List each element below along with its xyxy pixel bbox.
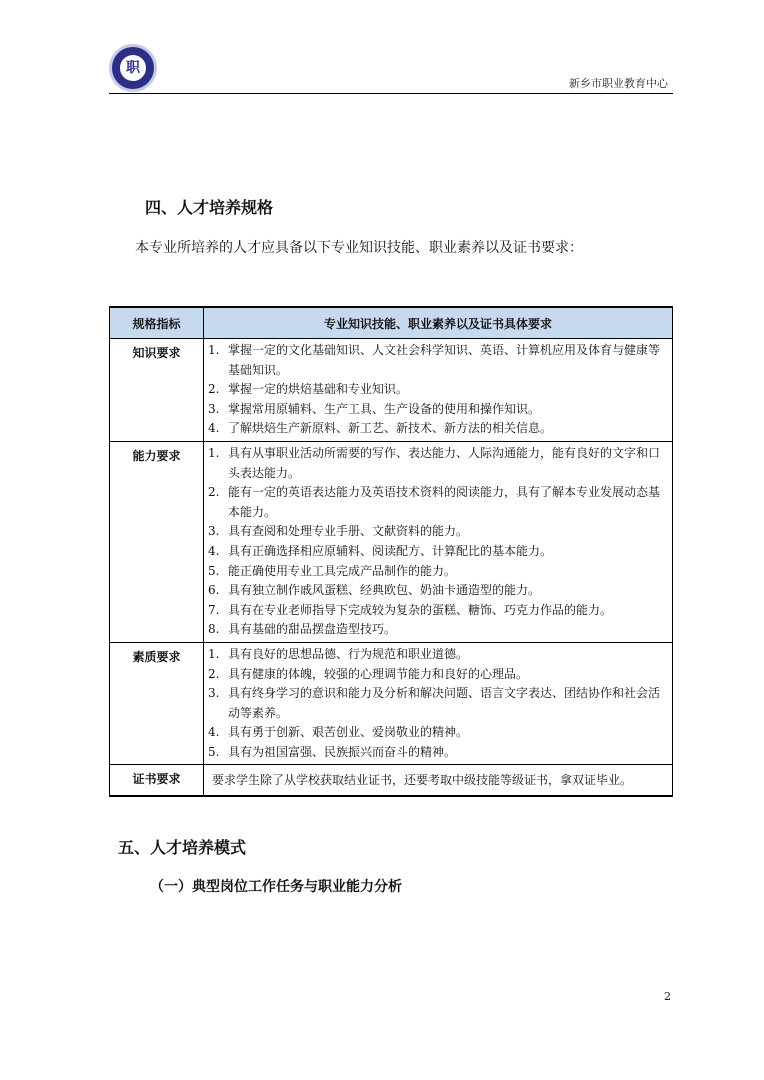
table-row-ability xyxy=(110,441,673,642)
list-item: 5. 能正确使用专业工具完成产品制作的能力。 xyxy=(208,563,457,578)
category-knowledge: 知识要求 xyxy=(110,339,204,442)
list-item: 3. 掌握常用原辅料、生产工具、生产设备的使用和操作知识。 xyxy=(208,401,541,416)
list-item: 2. 能有一定的英语表达能力及英语技术资料的阅读能力，具有了解本专业发展动态基本能力。 xyxy=(208,485,661,519)
list-item: 1. 具有良好的思想品德、行为规范和职业道德。 xyxy=(208,646,469,661)
section-4-intro: 本专业所培养的人才应具备以下专业知识技能、职业素养以及证书要求： xyxy=(135,240,583,256)
category-quality: 素质要求 xyxy=(110,642,204,765)
list-item: 3. 具有查阅和处理专业手册、文献资料的能力。 xyxy=(208,524,469,539)
page-number: 2 xyxy=(664,990,671,1003)
list-item: 2. 具有健康的体魄，较强的心理调节能力和良好的心理品。 xyxy=(208,666,529,681)
spec-table xyxy=(109,306,673,797)
list-item: 4. 具有正确选择相应原辅料、阅读配方、计算配比的基本能力。 xyxy=(208,543,553,558)
category-certificate: 证书要求 xyxy=(110,765,204,797)
certificate-requirement: 要求学生除了从学校获取结业证书，还要考取中级技能等级证书，拿双证毕业。 xyxy=(204,765,673,797)
section-4-heading: 四、人才培养规格 xyxy=(145,198,274,217)
table-row-knowledge xyxy=(110,339,673,442)
table-row-certificate xyxy=(110,765,673,797)
list-item: 1. 掌握一定的文化基础知识、人文社会科学知识、英语、计算机应用及体育与健康等基础知识。 xyxy=(208,343,661,377)
org-name: 新乡市职业教育中心 xyxy=(569,77,668,90)
section-5-subheading: （一）典型岗位工作任务与职业能力分析 xyxy=(150,879,402,895)
list-item: 7. 具有在专业老师指导下完成较为复杂的蛋糕、糖饰、巧克力作品的能力。 xyxy=(208,602,613,617)
ability-requirements xyxy=(204,441,673,642)
header-divider xyxy=(109,93,673,94)
list-item: 8. 具有基础的甜品摆盘造型技巧。 xyxy=(208,622,397,637)
logo-emblem: 职 xyxy=(118,53,148,83)
list-item: 4. 了解烘焙生产新原料、新工艺、新技术、新方法的相关信息。 xyxy=(208,421,553,436)
quality-requirements xyxy=(204,642,673,765)
section-5-heading: 五、人才培养模式 xyxy=(118,838,247,857)
table-row-quality xyxy=(110,642,673,765)
table-header-row xyxy=(110,307,673,339)
list-item: 4. 具有勇于创新、艰苦创业、爱岗敬业的精神。 xyxy=(208,725,469,740)
list-item: 2. 掌握一定的烘焙基础和专业知识。 xyxy=(208,382,409,397)
category-ability: 能力要求 xyxy=(110,441,204,642)
list-item: 5. 具有为祖国富强、民族振兴而奋斗的精神。 xyxy=(208,744,457,759)
list-item: 6. 具有独立制作戚风蛋糕、经典欧包、奶油卡通造型的能力。 xyxy=(208,583,541,598)
list-item: 3. 具有终身学习的意识和能力及分析和解决问题、语言文字表达、团结协作和社会活动等素养。 xyxy=(208,686,661,720)
header-requirements: 专业知识技能、职业素养以及证书具体要求 xyxy=(204,307,673,339)
list-item: 1. 具有从事职业活动所需要的写作、表达能力、人际沟通能力，能有良好的文字和口头表达能力。 xyxy=(208,445,661,480)
knowledge-requirements xyxy=(204,339,673,442)
header-category: 规格指标 xyxy=(110,307,204,339)
school-logo xyxy=(109,44,157,92)
